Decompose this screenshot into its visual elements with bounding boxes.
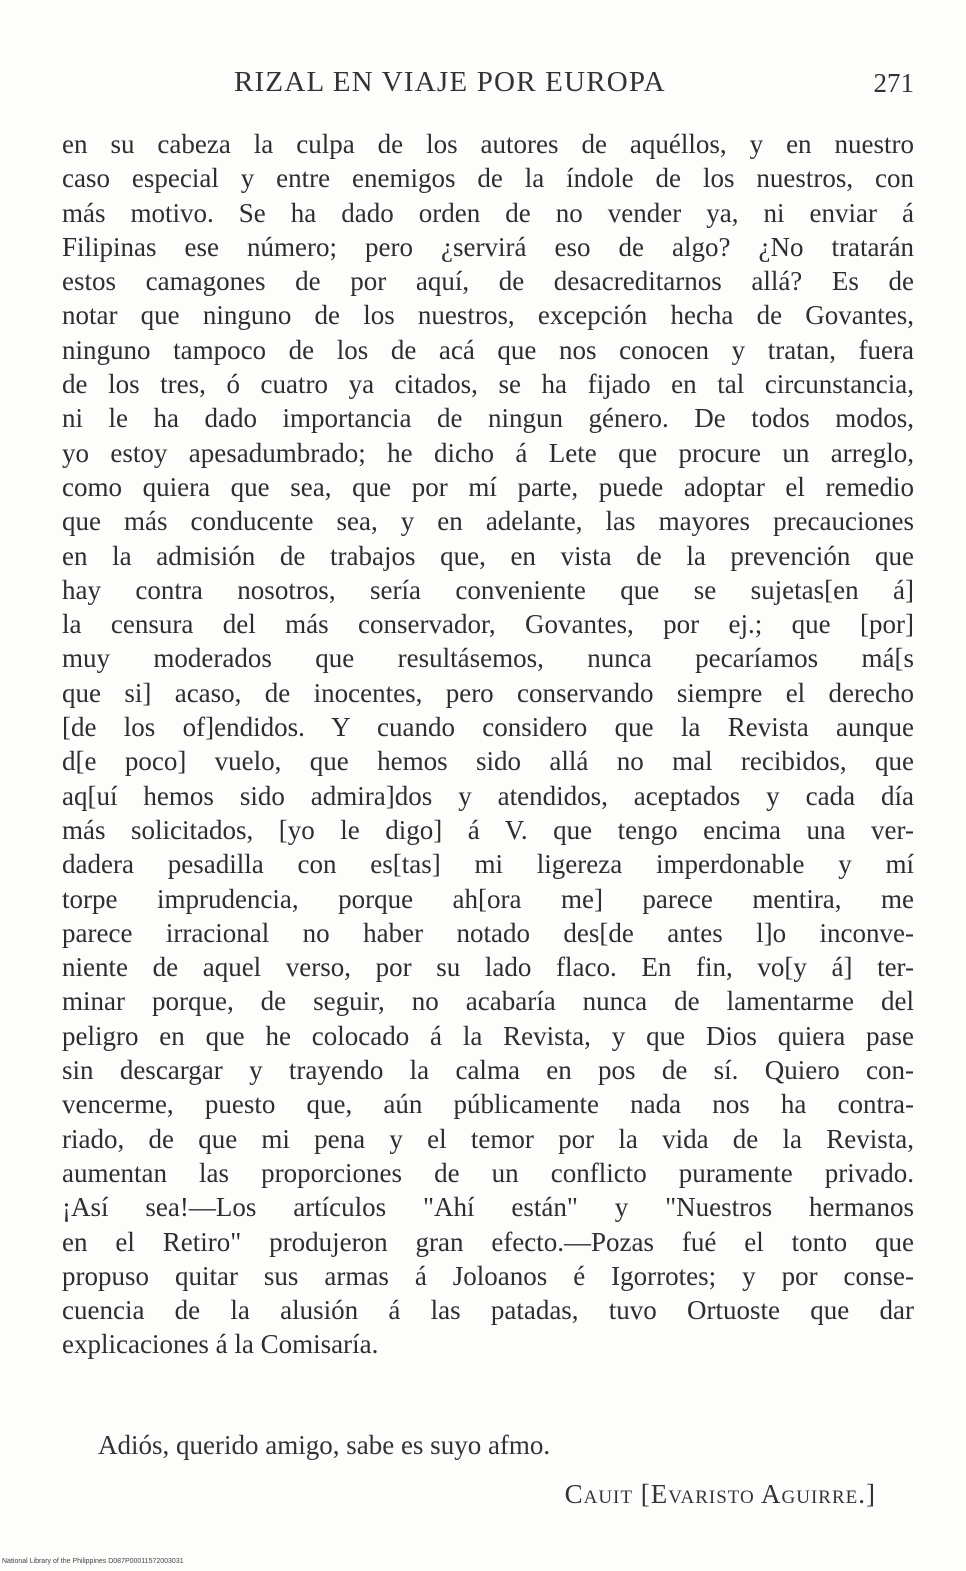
text-line: niente de aquel verso, por su lado flaco. En fin, vo[y á] ter- xyxy=(62,952,914,983)
text-line: [de los of]endidos. Y cuando considero que la Revista aunque xyxy=(62,712,914,743)
text-line: en la admisión de trabajos que, en vista de la prevención que xyxy=(62,540,914,571)
text-line: más motivo. Se ha dado orden de no vender ya, ni enviar á xyxy=(62,197,914,228)
page-number: 271 xyxy=(873,68,914,98)
text-line: cuencia de la alusión á las patadas, tuvo Ortuoste que dar xyxy=(62,1295,914,1326)
text-line: estos camagones de por aquí, de desacreditarnos allá? Es de xyxy=(62,266,914,297)
text-line: aumentan las proporciones de un conflicto puramente privado. xyxy=(62,1157,914,1188)
running-title: RIZAL EN VIAJE POR EUROPA xyxy=(234,66,666,98)
text-line: más solicitados, [yo le digo] á V. que tengo encima una ver- xyxy=(62,814,914,845)
text-line: que más conducente sea, y en adelante, las mayores precauciones xyxy=(62,506,914,537)
text-line: parece irracional no haber notado des[de antes l]o inconve- xyxy=(62,917,914,948)
text-line: ni le ha dado importancia de ningun género. De todos modos, xyxy=(62,403,914,434)
text-line: minar porque, de seguir, no acabaría nunca de lamentarme del xyxy=(62,986,914,1017)
text-line: Filipinas ese número; pero ¿servirá eso de algo? ¿No tratarán xyxy=(62,231,914,262)
text-line: dadera pesadilla con es[tas] mi ligereza imperdonable y mí xyxy=(62,849,914,880)
text-line: ninguno tampoco de los de acá que nos conocen y tratan, fuera xyxy=(62,334,914,365)
page-header xyxy=(62,66,914,102)
text-line: ¡Así sea!—Los artículos "Ahí están" y "Nuestros hermanos xyxy=(62,1192,914,1223)
text-line: torpe imprudencia, porque ah[ora me] parece mentira, me xyxy=(62,883,914,914)
text-line: riado, de que mi pena y el temor por la vida de la Revista, xyxy=(62,1123,914,1154)
text-line: aq[uí hemos sido admira]dos y atendidos, aceptados y cada día xyxy=(62,780,914,811)
text-line: peligro en que he colocado á la Revista, y que Dios quiera pase xyxy=(62,1020,914,1051)
text-line: en el Retiro" produjeron gran efecto.—Pozas fué el tonto que xyxy=(62,1226,914,1257)
signature: Cauit [Evaristo Aguirre.] xyxy=(564,1479,876,1509)
text-line: explicaciones á la Comisaría. xyxy=(62,1329,379,1360)
text-line: de los tres, ó cuatro ya citados, se ha fijado en tal circunstancia, xyxy=(62,369,914,400)
text-line: en su cabeza la culpa de los autores de aquéllos, y en nuestro xyxy=(62,129,914,159)
scan-footer: National Library of the Philippines D087P00011572003031 xyxy=(2,1558,184,1565)
text-line: notar que ninguno de los nuestros, excepción hecha de Govantes, xyxy=(62,300,914,331)
text-line: d[e poco] vuelo, que hemos sido allá no mal recibidos, que xyxy=(62,746,914,777)
text-line: hay contra nosotros, sería conveniente que se sujetas[en á] xyxy=(62,574,914,605)
text-line: la censura del más conservador, Govantes, por ej.; que [por] xyxy=(62,609,914,640)
text-line: sin descargar y trayendo la calma en pos de sí. Quiero con- xyxy=(62,1055,914,1086)
text-line: yo estoy apesadumbrado; he dicho á Lete que procure un arreglo, xyxy=(62,437,914,468)
letter-body xyxy=(62,127,914,1362)
text-line: muy moderados que resultásemos, nunca pecaríamos má[s xyxy=(62,643,914,674)
closing-line: Adiós, querido amigo, sabe es suyo afmo. xyxy=(98,1430,551,1460)
text-line: caso especial y entre enemigos de la índole de los nuestros, con xyxy=(62,163,914,194)
text-line: como quiera que sea, que por mí parte, puede adoptar el remedio xyxy=(62,471,914,502)
text-line: que si] acaso, de inocentes, pero conservando siempre el derecho xyxy=(62,677,914,708)
text-line: propuso quitar sus armas á Joloanos é Igorrotes; y por conse- xyxy=(62,1260,914,1291)
text-line: vencerme, puesto que, aún públicamente nada nos ha contra- xyxy=(62,1089,914,1120)
